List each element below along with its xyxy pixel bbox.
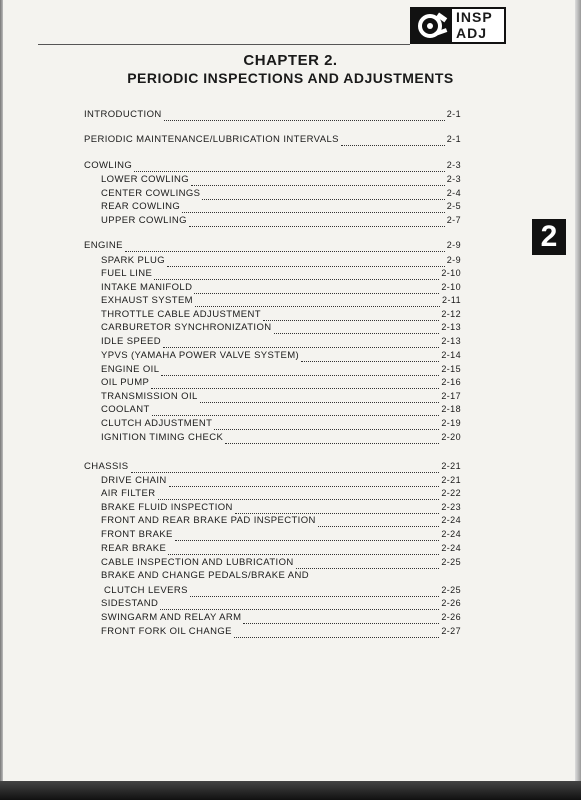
toc-entry-label: INTRODUCTION — [84, 109, 162, 120]
toc-leader-dots — [195, 298, 440, 307]
insp-adj-badge — [410, 7, 506, 44]
toc-entry-label: BRAKE FLUID INSPECTION — [101, 502, 233, 513]
toc-leader-dots — [163, 339, 439, 348]
toc-leader-dots — [301, 353, 439, 362]
toc-entry — [101, 364, 461, 378]
toc-entry-page: 2-10 — [441, 268, 461, 278]
page-right-edge — [575, 0, 581, 800]
badge-line2: ADJ — [456, 25, 488, 41]
toc-leader-dots — [341, 137, 445, 146]
toc-entry-page: 2-24 — [441, 515, 461, 525]
chapter-subtitle: PERIODIC INSPECTIONS AND ADJUSTMENTS — [127, 70, 454, 86]
page-bottom-band — [0, 781, 581, 800]
toc-entry-label: INTAKE MANIFOLD — [101, 282, 193, 293]
toc-entry — [101, 515, 461, 529]
toc-entry-page: 2-26 — [441, 612, 461, 622]
toc-entry-page: 2-3 — [446, 160, 461, 170]
toc-leader-dots — [235, 505, 440, 514]
toc-entry — [101, 488, 461, 502]
toc-entry-page: 2-14 — [441, 350, 461, 360]
toc-leader-dots — [202, 191, 444, 200]
toc-entry — [101, 322, 461, 336]
toc-leader-dots — [161, 367, 439, 376]
toc-entry-label: IDLE SPEED — [101, 336, 161, 347]
toc-entry-page: 2-22 — [441, 488, 461, 498]
toc-leader-dots — [151, 380, 439, 389]
toc-leader-dots — [214, 421, 439, 430]
toc-entry — [101, 336, 461, 350]
toc-entry-label: COWLING — [84, 160, 133, 171]
toc-entry-label: REAR BRAKE — [101, 543, 167, 554]
toc-entry — [101, 188, 461, 202]
toc-entry-label: CHASSIS — [84, 461, 129, 472]
toc-entry — [84, 461, 461, 475]
toc-entry — [101, 391, 461, 405]
toc-entry-label: CLUTCH ADJUSTMENT — [101, 418, 213, 429]
toc-leader-dots — [296, 560, 440, 569]
toc-entry-page: 2-7 — [446, 215, 461, 225]
toc-entry-label: ENGINE — [84, 240, 123, 251]
toc-entry — [101, 377, 461, 391]
toc-entry-label: REAR COWLING — [101, 201, 181, 212]
toc-leader-dots — [263, 312, 439, 321]
toc-leader-dots — [158, 491, 440, 500]
toc-entry — [84, 134, 461, 148]
toc-entry-page: 2-24 — [441, 529, 461, 539]
toc-entry-label: ENGINE OIL — [101, 364, 160, 375]
toc-entry-label: IGNITION TIMING CHECK — [101, 432, 224, 443]
toc-entry-page: 2-18 — [441, 404, 461, 414]
toc-leader-dots — [168, 546, 439, 555]
toc-leader-dots — [134, 163, 445, 172]
toc-leader-dots — [191, 177, 445, 186]
toc-leader-dots — [182, 204, 445, 213]
toc-entry-label: THROTTLE CABLE ADJUSTMENT — [101, 309, 261, 320]
toc-entry — [101, 282, 461, 296]
toc-entry-page: 2-5 — [446, 201, 461, 211]
toc-leader-dots — [152, 407, 440, 416]
toc-entry — [101, 570, 461, 584]
toc-entry-page: 2-16 — [441, 377, 461, 387]
toc-entry-label: CABLE INSPECTION AND LUBRICATION — [101, 557, 294, 568]
toc-entry — [101, 404, 461, 418]
toc-entry — [84, 240, 461, 254]
toc-leader-dots — [160, 601, 439, 610]
toc-entry-page: 2-21 — [441, 461, 461, 471]
toc-entry — [101, 309, 461, 323]
toc-entry — [84, 160, 461, 174]
toc-entry — [101, 350, 461, 364]
chapter-tab: 2 — [532, 219, 566, 255]
toc-entry — [84, 109, 461, 123]
toc-entry-page: 2-17 — [441, 391, 461, 401]
toc-leader-dots — [164, 112, 445, 121]
toc-entry-label: DRIVE CHAIN — [101, 475, 167, 486]
chapter-title: CHAPTER 2. — [243, 52, 338, 69]
toc-leader-dots — [190, 588, 440, 597]
toc-entry-page: 2-25 — [441, 585, 461, 595]
toc-entry-label: TRANSMISSION OIL — [101, 391, 198, 402]
toc-entry-page: 2-11 — [442, 295, 461, 305]
toc-leader-dots — [189, 218, 445, 227]
toc-entry-page: 2-10 — [441, 282, 461, 292]
toc-entry-label: FUEL LINE — [101, 268, 153, 279]
wrench-gear-icon — [412, 9, 452, 42]
toc-entry-label: CENTER COWLINGS — [101, 188, 201, 199]
toc-entry-label: UPPER COWLING — [101, 215, 187, 226]
toc-entry-page: 2-1 — [446, 134, 461, 144]
toc-entry-label: OIL PUMP — [101, 377, 150, 388]
toc-leader-dots — [125, 243, 445, 252]
toc-entry — [101, 598, 461, 612]
toc-leader-dots — [200, 394, 440, 403]
toc-entry-label: SWINGARM AND RELAY ARM — [101, 612, 242, 623]
toc-entry — [101, 529, 461, 543]
toc-entry — [101, 502, 461, 516]
toc-entry-page: 2-3 — [446, 174, 461, 184]
toc-entry — [101, 174, 461, 188]
toc-entry-page: 2-26 — [441, 598, 461, 608]
toc-entry — [101, 295, 461, 309]
toc-entry-page: 2-15 — [441, 364, 461, 374]
toc-entry — [101, 215, 461, 229]
toc-entry-label: EXHAUST SYSTEM — [101, 295, 193, 306]
toc-leader-dots — [194, 285, 439, 294]
toc-leader-dots — [131, 464, 440, 473]
toc-leader-dots — [318, 518, 440, 527]
toc-leader-dots — [225, 435, 439, 444]
toc-entry — [101, 432, 461, 446]
toc-entry — [101, 201, 461, 215]
toc-entry-label: FRONT FORK OIL CHANGE — [101, 626, 232, 637]
toc-leader-dots — [154, 271, 439, 280]
toc-leader-dots — [167, 258, 445, 267]
toc-entry-page: 2-25 — [441, 557, 461, 567]
toc-entry — [101, 612, 461, 626]
toc-leader-dots — [243, 615, 439, 624]
toc-entry-page: 2-23 — [441, 502, 461, 512]
toc-entry-label: AIR FILTER — [101, 488, 156, 499]
toc-entry-label: LOWER COWLING — [101, 174, 190, 185]
toc-entry-label: SIDESTAND — [101, 598, 159, 609]
badge-line1: INSP — [456, 9, 493, 25]
toc-entry-label: PERIODIC MAINTENANCE/LUBRICATION INTERVALS — [84, 134, 339, 145]
toc-entry-page: 2-9 — [446, 240, 461, 250]
toc-entry-label: FRONT BRAKE — [101, 529, 173, 540]
toc-entry-label: CARBURETOR SYNCHRONIZATION — [101, 322, 272, 333]
toc-leader-dots — [234, 629, 440, 638]
header-rule — [38, 44, 410, 45]
toc-entry-label: SPARK PLUG — [101, 255, 166, 266]
toc-entry-label: BRAKE AND CHANGE PEDALS/BRAKE AND — [101, 570, 310, 581]
toc-entry-label: YPVS (YAMAHA POWER VALVE SYSTEM) — [101, 350, 300, 361]
toc-leader-dots — [169, 478, 440, 487]
toc-entry-label: COOLANT — [101, 404, 150, 415]
toc-entry-page: 2-19 — [441, 418, 461, 428]
toc-entry — [101, 268, 461, 282]
toc-entry — [101, 475, 461, 489]
toc-leader-dots — [175, 532, 440, 541]
toc-entry-page: 2-1 — [446, 109, 461, 119]
toc-entry-label: FRONT AND REAR BRAKE PAD INSPECTION — [101, 515, 316, 526]
toc-entry-page: 2-20 — [441, 432, 461, 442]
toc-entry — [101, 418, 461, 432]
toc-entry-page: 2-12 — [441, 309, 461, 319]
page-left-edge — [0, 0, 3, 800]
toc-entry-page: 2-24 — [441, 543, 461, 553]
toc-entry — [104, 585, 461, 599]
toc-entry — [101, 557, 461, 571]
toc-entry — [101, 626, 461, 640]
toc-leader-dots — [274, 325, 440, 334]
toc-entry-page: 2-9 — [446, 255, 461, 265]
toc-entry-page: 2-21 — [441, 475, 461, 485]
toc-entry-label: CLUTCH LEVERS — [104, 585, 188, 596]
toc-entry — [101, 255, 461, 269]
toc-entry-page: 2-4 — [446, 188, 461, 198]
toc-entry — [101, 543, 461, 557]
toc-entry-page: 2-13 — [441, 322, 461, 332]
toc-entry-page: 2-13 — [441, 336, 461, 346]
toc-entry-page: 2-27 — [441, 626, 461, 636]
